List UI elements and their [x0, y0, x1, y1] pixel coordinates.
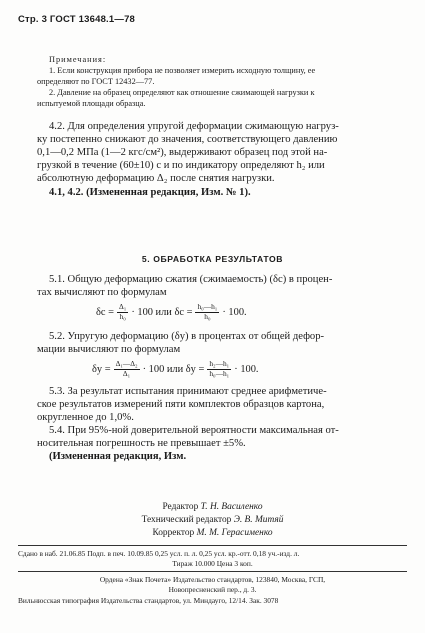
clause-5-1-line-1: 5.1. Общую деформацию сжатия (сжимаемость) (δc) в процен- — [49, 274, 333, 285]
formula-2-lhs: δy = — [92, 363, 111, 375]
formula-1-denominator-b: h₀ — [204, 311, 211, 321]
clause-5-2-line-2: мации вычисляют по формулам — [37, 344, 181, 355]
credits-editor — [0, 501, 425, 514]
clause-5-1-line-2: тах вычисляют по формулам — [37, 287, 167, 298]
note-1-line-1: 1. Если конструкция прибора не позволяет измерить исходную толщину, ее — [49, 66, 316, 75]
clause-5-3-line-3: округленное до 1,0%. — [37, 412, 134, 423]
running-head: Стр. 3 ГОСТ 13648.1—78 — [18, 14, 136, 25]
imprint-line-5: Вильнюсская типография Издательства стандартов, ул. Миндауго, 12/14. Зак. 3078 — [18, 596, 279, 605]
formula-1-middle: · 100 или δc = — [131, 306, 193, 318]
formula-1-fraction-b — [195, 303, 219, 321]
formula-1-denominator-a: h₀ — [119, 311, 126, 321]
clause-4-2-line-5: абсолютную деформацию Δ₂ после снятия нагрузки. — [37, 173, 275, 184]
clause-5-4-line-1: 5.4. При 95%-ной доверительной вероятности максимальная от- — [49, 425, 339, 436]
formula-2-fraction-b — [207, 360, 231, 378]
technical-editor-name: Э. В. Митяй — [233, 515, 284, 525]
credits-technical-editor — [0, 514, 425, 527]
clause-4-2-line-1: 4.2. Для определения упругой деформации сжимающую нагруз- — [49, 121, 339, 132]
formula-1-lhs: δc = — [96, 306, 114, 318]
clause-5-3-line-1: 5.3. За результат испытания принимают среднее арифметиче- — [49, 386, 327, 397]
formula-2-numerator-a: Δ₁—Δ₂ — [115, 359, 138, 368]
formula-2-numerator-b: h₂—h₁ — [209, 359, 230, 368]
clause-5-4-line-2: носительная погрешность не превышает ±5%. — [37, 438, 246, 449]
proofreader-name: М. М. Герасименко — [196, 528, 273, 538]
clause-5-2-line-1: 5.2. Упругую деформацию (δy) в процентах от общей дефор- — [49, 331, 325, 342]
formula-elastic-deformation — [92, 360, 259, 378]
formula-2-denominator-a: Δ₁ — [122, 368, 131, 378]
section-title: 5. ОБРАБОТКА РЕЗУЛЬТАТОВ — [141, 254, 284, 264]
note-1-line-2: определяют по ГОСТ 12432—77. — [37, 77, 155, 86]
change-note-1: 4.1, 4.2. (Измененная редакция, Изм. № 1). — [49, 187, 251, 198]
imprint-line-3: Ордена «Знак Почета» Издательство стандартов, 123840, Москва, ГСП, — [99, 575, 326, 584]
formula-compressibility — [96, 303, 247, 321]
notes-title: Примечания: — [49, 55, 107, 64]
imprint-middle-rule — [18, 571, 407, 572]
imprint-line-2: Тираж 10.000 Цена 3 коп. — [172, 559, 253, 568]
imprint-line-1: Сдано в наб. 21.06.85 Подп. в печ. 10.09.85 0,25 усл. п. л. 0,25 усл. кр.-отт. 0,18 уч.-изд. л. — [18, 549, 300, 558]
editor-label: Редактор — [162, 502, 199, 512]
technical-editor-label: Технический редактор — [141, 515, 232, 525]
credits-proofreader — [0, 527, 425, 540]
formula-1-fraction-a — [117, 303, 128, 321]
clause-4-2-line-3: 0,1—0,2 МПа (1—2 кгс/см²), выдерживают образец под этой на- — [37, 147, 328, 158]
clause-4-2-line-4: грузкой в течение (60±10) с и по индикатору определяют h₂ или — [37, 160, 325, 171]
note-2-line-1: 2. Давление на образец определяют как отношение сжимающей нагрузки к — [49, 88, 315, 97]
formula-1-numerator-a: Δ₁ — [118, 302, 127, 311]
editor-name: Т. Н. Василенко — [200, 502, 263, 512]
formula-2-fraction-a — [114, 360, 140, 378]
imprint-line-4: Новопресненский пер., д. 3. — [168, 585, 257, 594]
formula-2-denominator-b: h₀—h₁ — [209, 368, 230, 378]
formula-2-middle: · 100 или δy = — [142, 363, 205, 375]
change-note-2: (Измененная редакция, Изм. — [49, 451, 187, 462]
clause-5-3-line-2: ское результатов измерений пяти комплектов образцов картона, — [37, 399, 325, 410]
formula-2-tail: · 100. — [234, 363, 259, 375]
proofreader-label: Корректор — [152, 528, 195, 538]
imprint-top-rule — [18, 545, 407, 546]
formula-1-numerator-b: h₀—h₁ — [197, 302, 218, 311]
formula-1-tail: · 100. — [222, 306, 247, 318]
note-2-line-2: испытуемой площади образца. — [37, 99, 146, 108]
clause-4-2-line-2: ку постепенно снижают до значения, соответствующего давлению — [37, 134, 338, 145]
